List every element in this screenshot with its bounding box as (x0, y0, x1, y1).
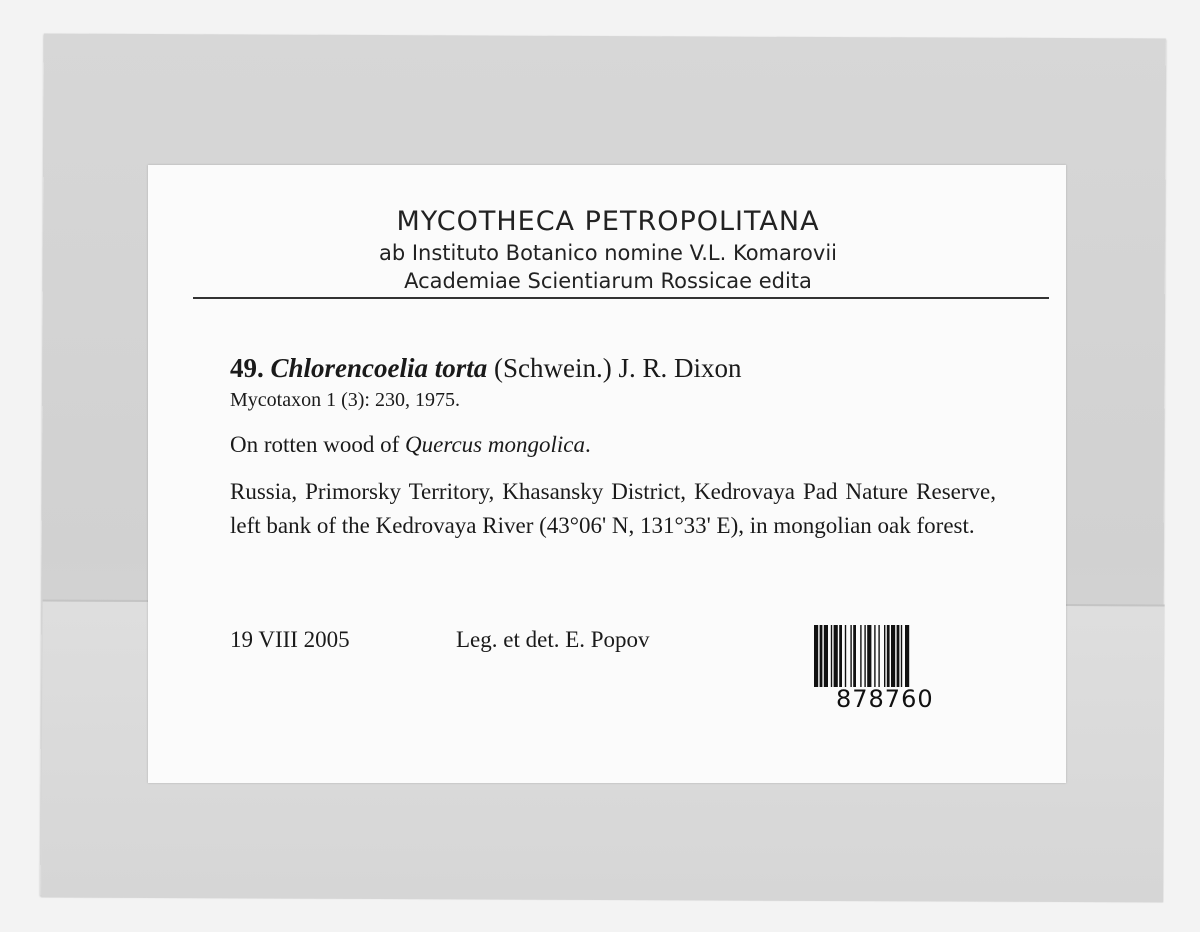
barcode (814, 625, 962, 687)
species-authors: (Schwein.) J. R. Dixon (494, 353, 742, 383)
barcode-number: 878760 (836, 685, 934, 713)
collection-title: MYCOTHECA PETROPOLITANA (396, 206, 820, 237)
substrate-prefix: On rotten wood of (230, 432, 400, 457)
species-name: Chlorencoelia torta (270, 353, 488, 383)
collector: Leg. et det. E. Popov (456, 627, 650, 652)
host-name: Quercus mongolica (405, 432, 585, 457)
locality-text: Russia, Primorsky Territory, Khasansky District, Kedrovaya Pad Nature Reserve, left bank of the Kedrovaya River (43°06' N, 131°33' E), in mongolian oak forest. (230, 479, 996, 538)
species-line (230, 353, 742, 384)
label-header (148, 205, 1068, 295)
exsiccata-number: 49. (230, 353, 264, 383)
substrate-suffix: . (584, 432, 591, 457)
collection-date: 19 VIII 2005 (230, 627, 350, 652)
academy-line: Academiae Scientiarum Rossicae edita (404, 269, 812, 293)
specimen-label (148, 165, 1066, 783)
header-rule (193, 297, 1049, 299)
substrate-line (230, 432, 591, 458)
publication-citation: Mycotaxon 1 (3): 230, 1975. (230, 389, 460, 411)
institute-line: ab Instituto Botanico nomine V.L. Komarovii (378, 241, 837, 265)
barcode-sticker (810, 623, 982, 713)
